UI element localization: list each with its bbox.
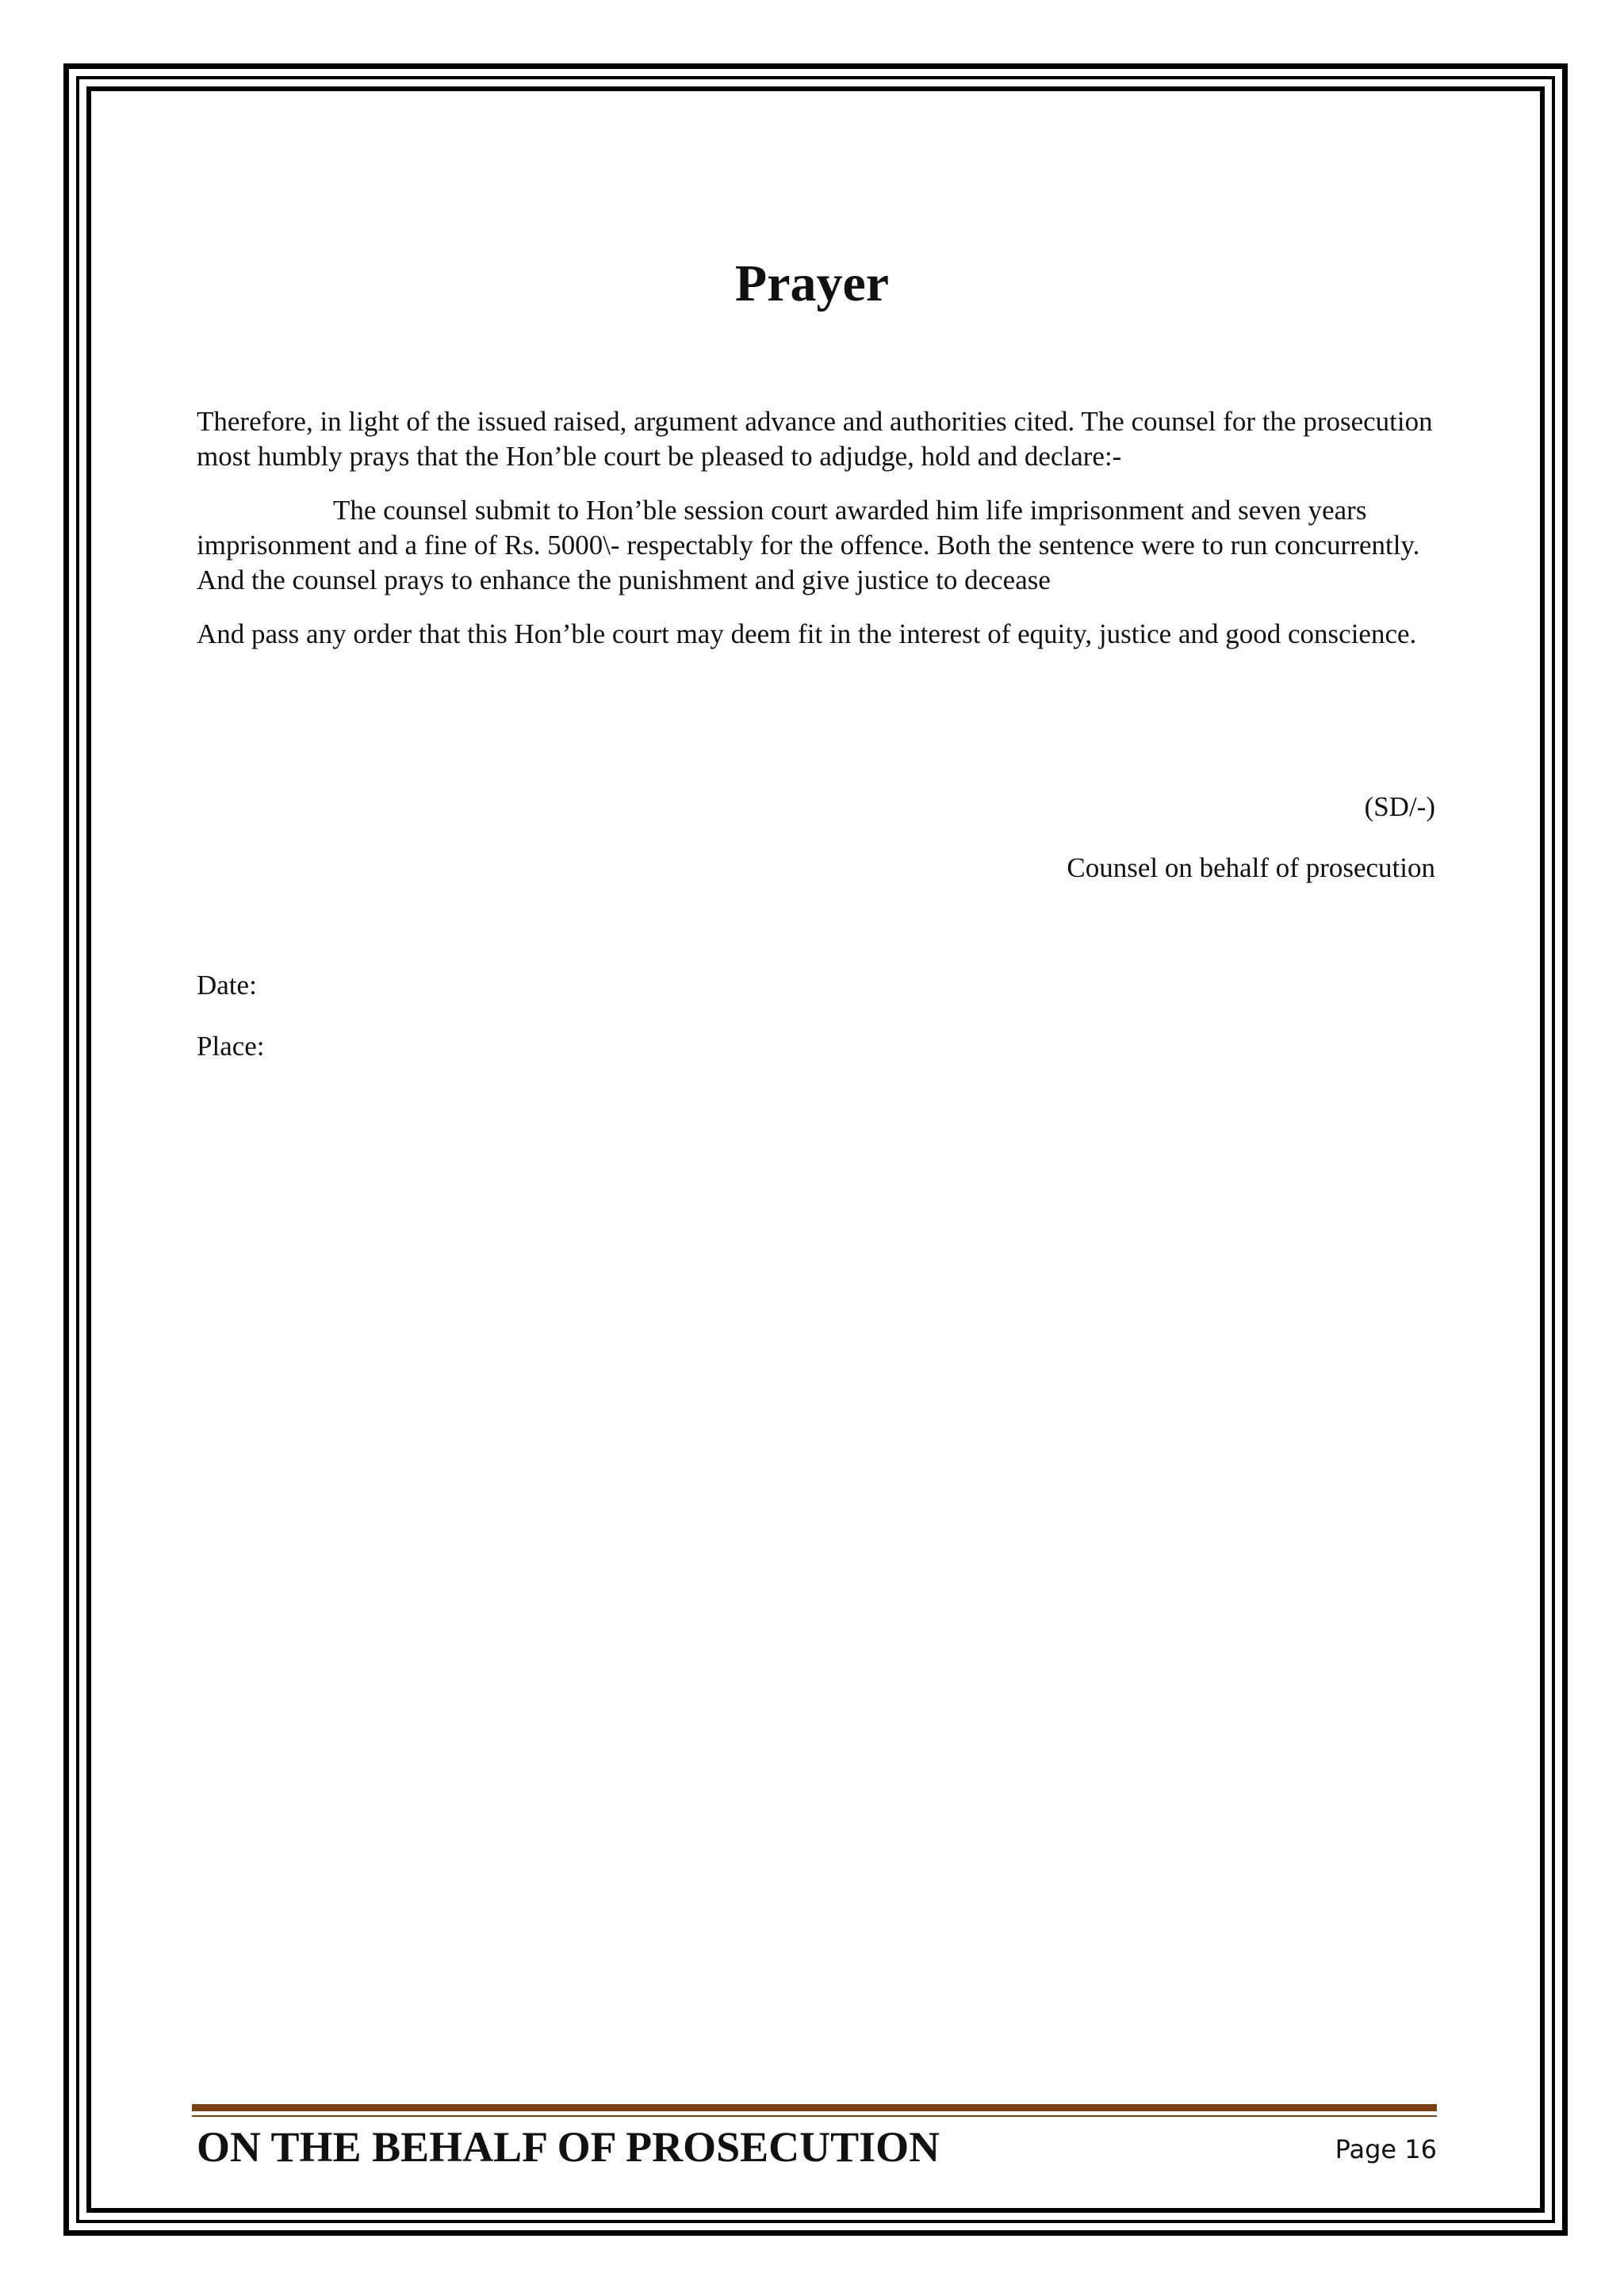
document-body [197, 404, 1435, 671]
signature-label: Counsel on behalf of prosecution [1067, 852, 1435, 883]
date-label: Date: [197, 970, 257, 1001]
signature-mark: (SD/-) [1364, 791, 1435, 822]
footer-title: ON THE BEHALF OF PROSECUTION [197, 2123, 940, 2171]
paragraph-therefore: Therefore, in light of the issued raised, argument advance and authorities cited. The counsel for the prosecution most humbly prays that the Hon’ble court be pleased to adjudge, hold and declare:- [197, 406, 1433, 472]
place-label: Place: [197, 1031, 265, 1062]
footer-rule-thick [192, 2104, 1437, 2111]
page-title: Prayer [734, 254, 890, 312]
paragraph-pass-order: And pass any order that this Hon’ble court may deem fit in the interest of equity, justice and good conscience. [197, 618, 1417, 649]
paragraph-submission: The counsel submit to Hon’ble session court awarded him life imprisonment and seven years imprisonment and a fine of Rs. 5000\- respectably for the offence. Both the sentence were to run concurrently. And the counsel prays to enhance the punishment and give justice to decease [197, 495, 1420, 595]
page-number: Page 16 [1335, 2134, 1437, 2164]
footer-rule-thin [192, 2115, 1437, 2117]
